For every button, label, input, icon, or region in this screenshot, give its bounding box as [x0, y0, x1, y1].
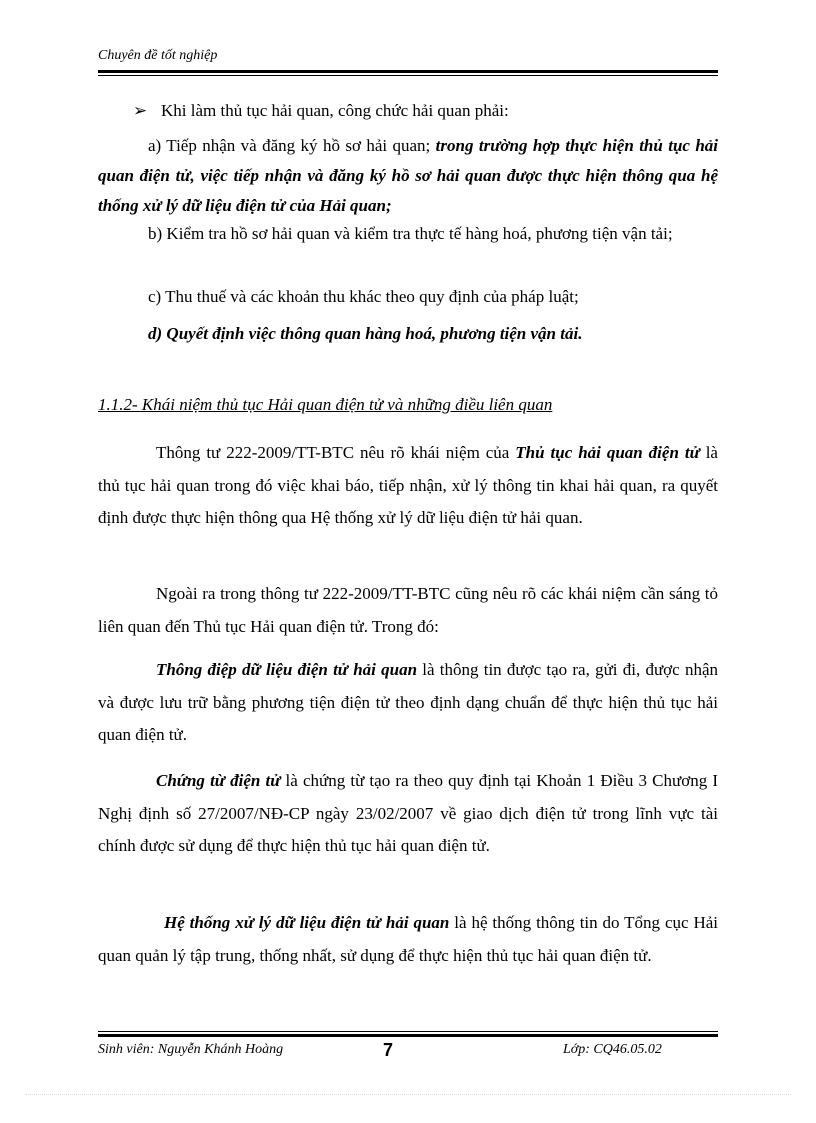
arrow-bullet-icon: ➢ — [133, 101, 148, 120]
paragraph-3 — [98, 654, 718, 752]
footer-class: Lớp: CQ46.05.02 — [563, 1042, 662, 1057]
paragraph-4 — [98, 765, 718, 863]
p4-text: là chứng từ tạo ra theo quy định tại Khoản 1 Điều 3 Chương I Nghị định số 27/2007/NĐ-CP ngày 23/02/2007 về giao dịch điện tử trong lĩnh vực tài chính được sử dụng để thực hiện thủ tục hải quan điện tử. — [98, 771, 718, 855]
page-boundary — [25, 1094, 791, 1095]
paragraph-2: Ngoài ra trong thông tư 222-2009/TT-BTC cũng nêu rõ các khái niệm cần sáng tỏ liên quan đến Thủ tục Hải quan điện tử. Trong đó: — [98, 584, 718, 636]
running-header: Chuyên đề tốt nghiệp — [98, 48, 218, 63]
item-a — [98, 131, 718, 221]
item-a-emphasis: trong trường hợp thực hiện thủ tục hải quan điện tử, việc tiếp nhận và đăng ký hồ sơ hải quan được thực hiện thông qua hệ thống xử lý dữ liệu điện tử của Hải quan; — [98, 136, 719, 215]
page-number: 7 — [383, 1040, 394, 1060]
item-c: c) Thu thuế và các khoản thu khác theo quy định của pháp luật; — [148, 287, 579, 306]
bullet-line — [133, 96, 509, 126]
p1-text: Thông tư 222-2009/TT-BTC nêu rõ khái niệm của — [156, 443, 516, 462]
p1-term: Thủ tục hải quan điện tử — [515, 443, 700, 462]
p3-term: Thông điệp dữ liệu điện tử hải quan — [156, 660, 418, 679]
p5-term: Hệ thống xử lý dữ liệu điện tử hải quan — [164, 913, 450, 932]
item-b: b) Kiểm tra hồ sơ hải quan và kiểm tra thực tế hàng hoá, phương tiện vận tải; — [148, 224, 673, 243]
header-rule-thick — [98, 70, 718, 73]
header-rule-thin — [98, 75, 718, 76]
item-d: d) Quyết định việc thông quan hàng hoá, phương tiện vận tải. — [148, 324, 583, 343]
p3-text: là thông tin được tạo ra, gửi đi, được nhận và được lưu trữ bằng phương tiện điện tử theo định dạng chuẩn để thực hiện thủ tục hải quan điện tử. — [98, 660, 718, 744]
p1-text-cont: là thủ tục hải quan trong đó việc khai báo, tiếp nhận, xử lý thông tin khai hải quan, ra quyết định được thực hiện thông qua Hệ thống xử lý dữ liệu điện tử hải quan. — [98, 443, 718, 527]
footer-rule-thin — [98, 1031, 718, 1032]
p5-text: là hệ thống thông tin do Tổng cục Hải quan quản lý tập trung, thống nhất, sử dụng để thực hiện thủ tục hải quan điện tử. — [98, 913, 718, 965]
bullet-text: Khi làm thủ tục hải quan, công chức hải quan phải: — [161, 101, 509, 120]
section-heading: 1.1.2- Khái niệm thủ tục Hải quan điện tử và những điều liên quan — [98, 395, 553, 414]
footer-student: Sinh viên: Nguyễn Khánh Hoàng — [98, 1042, 284, 1057]
footer-rule-thick — [98, 1034, 718, 1037]
p4-term: Chứng từ điện tử — [156, 771, 281, 790]
item-a-text: a) Tiếp nhận và đăng ký hồ sơ hải quan; — [148, 136, 436, 155]
paragraph-5 — [98, 907, 718, 972]
paragraph-1 — [98, 437, 718, 535]
